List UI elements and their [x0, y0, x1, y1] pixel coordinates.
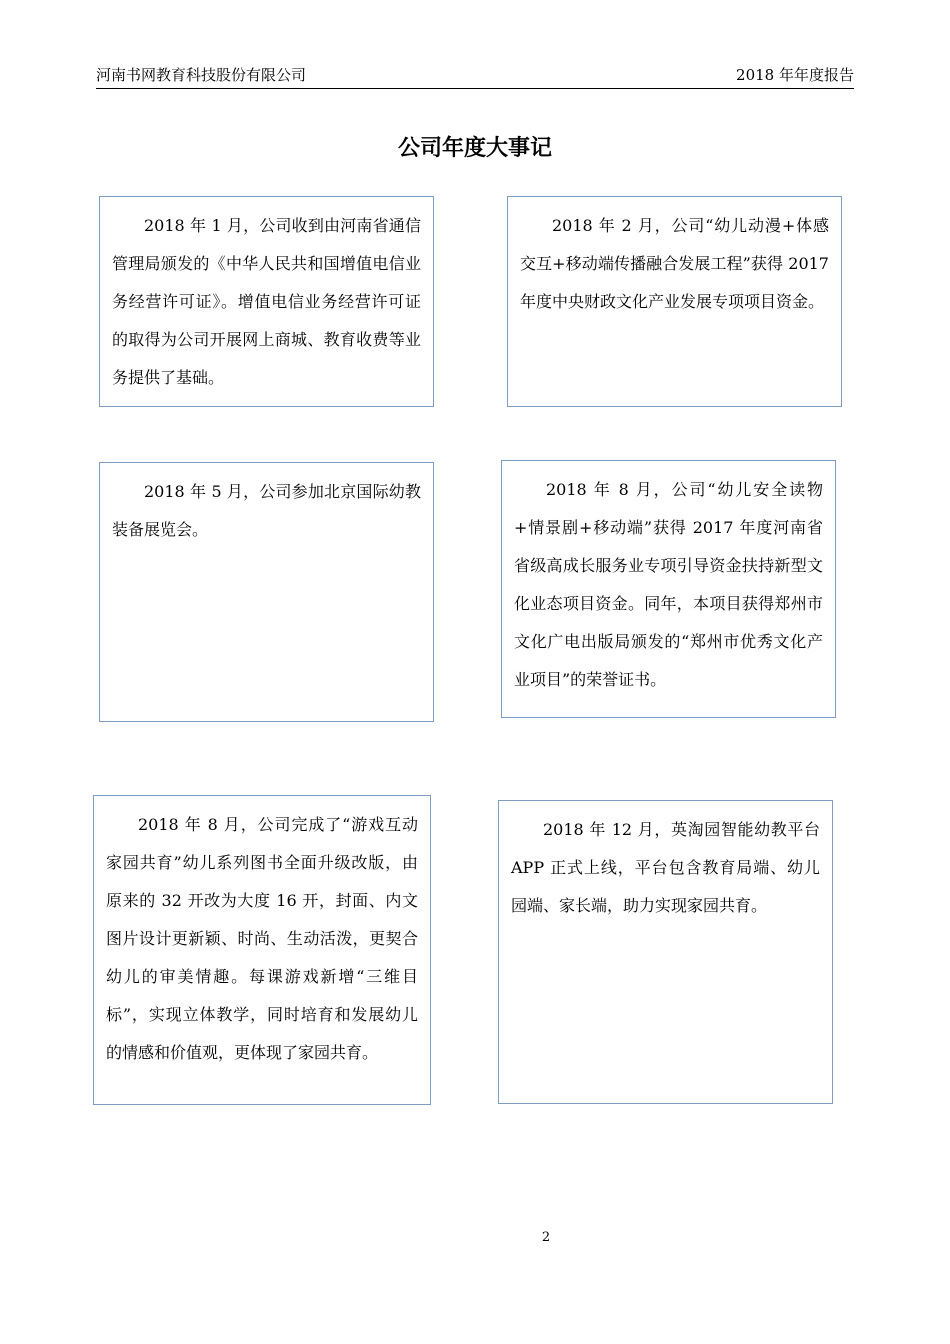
event-text: 2018 年 2 月，公司“幼儿动漫+体感交互+移动端传播融合发展工程”获得 2017 年度中央财政文化产业发展专项项目资金。 — [520, 216, 829, 311]
event-box-may — [99, 462, 434, 722]
header-report-title: 2018 年年度报告 — [736, 66, 854, 84]
event-text: 2018 年 12 月，英淘园智能幼教平台 APP 正式上线，平台包含教育局端、幼儿园端、家长端，助力实现家园共育。 — [511, 820, 820, 915]
event-text: 2018 年 8 月，公司完成了“游戏互动 家园共育”幼儿系列图书全面升级改版，由原来的 32 开改为大度 16 开，封面、内文图片设计更新颖、时尚、生动活泼，更契合幼儿的审美情趣。每课游戏新增“三维目标”，实现立体教学，同时培育和发展幼儿的情感和价值观，更体现了家园共育。 — [106, 815, 418, 1062]
event-text: 2018 年 1 月，公司收到由河南省通信管理局颁发的《中华人民共和国增值电信业务经营许可证》。增值电信业务经营许可证的取得为公司开展网上商城、教育收费等业务提供了基础。 — [112, 216, 421, 387]
event-box-jan — [99, 196, 434, 407]
event-box-feb — [507, 196, 842, 407]
header-company-name: 河南书网教育科技股份有限公司 — [96, 66, 307, 84]
header-divider — [96, 88, 854, 89]
page-number: 2 — [541, 1230, 551, 1245]
event-box-aug-books — [93, 795, 431, 1105]
event-box-dec — [498, 800, 833, 1104]
event-text: 2018 年 5 月，公司参加北京国际幼教装备展览会。 — [112, 482, 421, 539]
page-title: 公司年度大事记 — [397, 136, 552, 161]
event-text: 2018 年 8 月，公司“幼儿安全读物+情景剧+移动端”获得 2017 年度河南省省级高成长服务业专项引导资金扶持新型文化业态项目资金。同年，本项目获得郑州市文化广电出版局颁发的“郑州市优秀文化产业项目”的荣誉证书。 — [514, 480, 823, 689]
event-box-aug-funding — [501, 460, 836, 718]
